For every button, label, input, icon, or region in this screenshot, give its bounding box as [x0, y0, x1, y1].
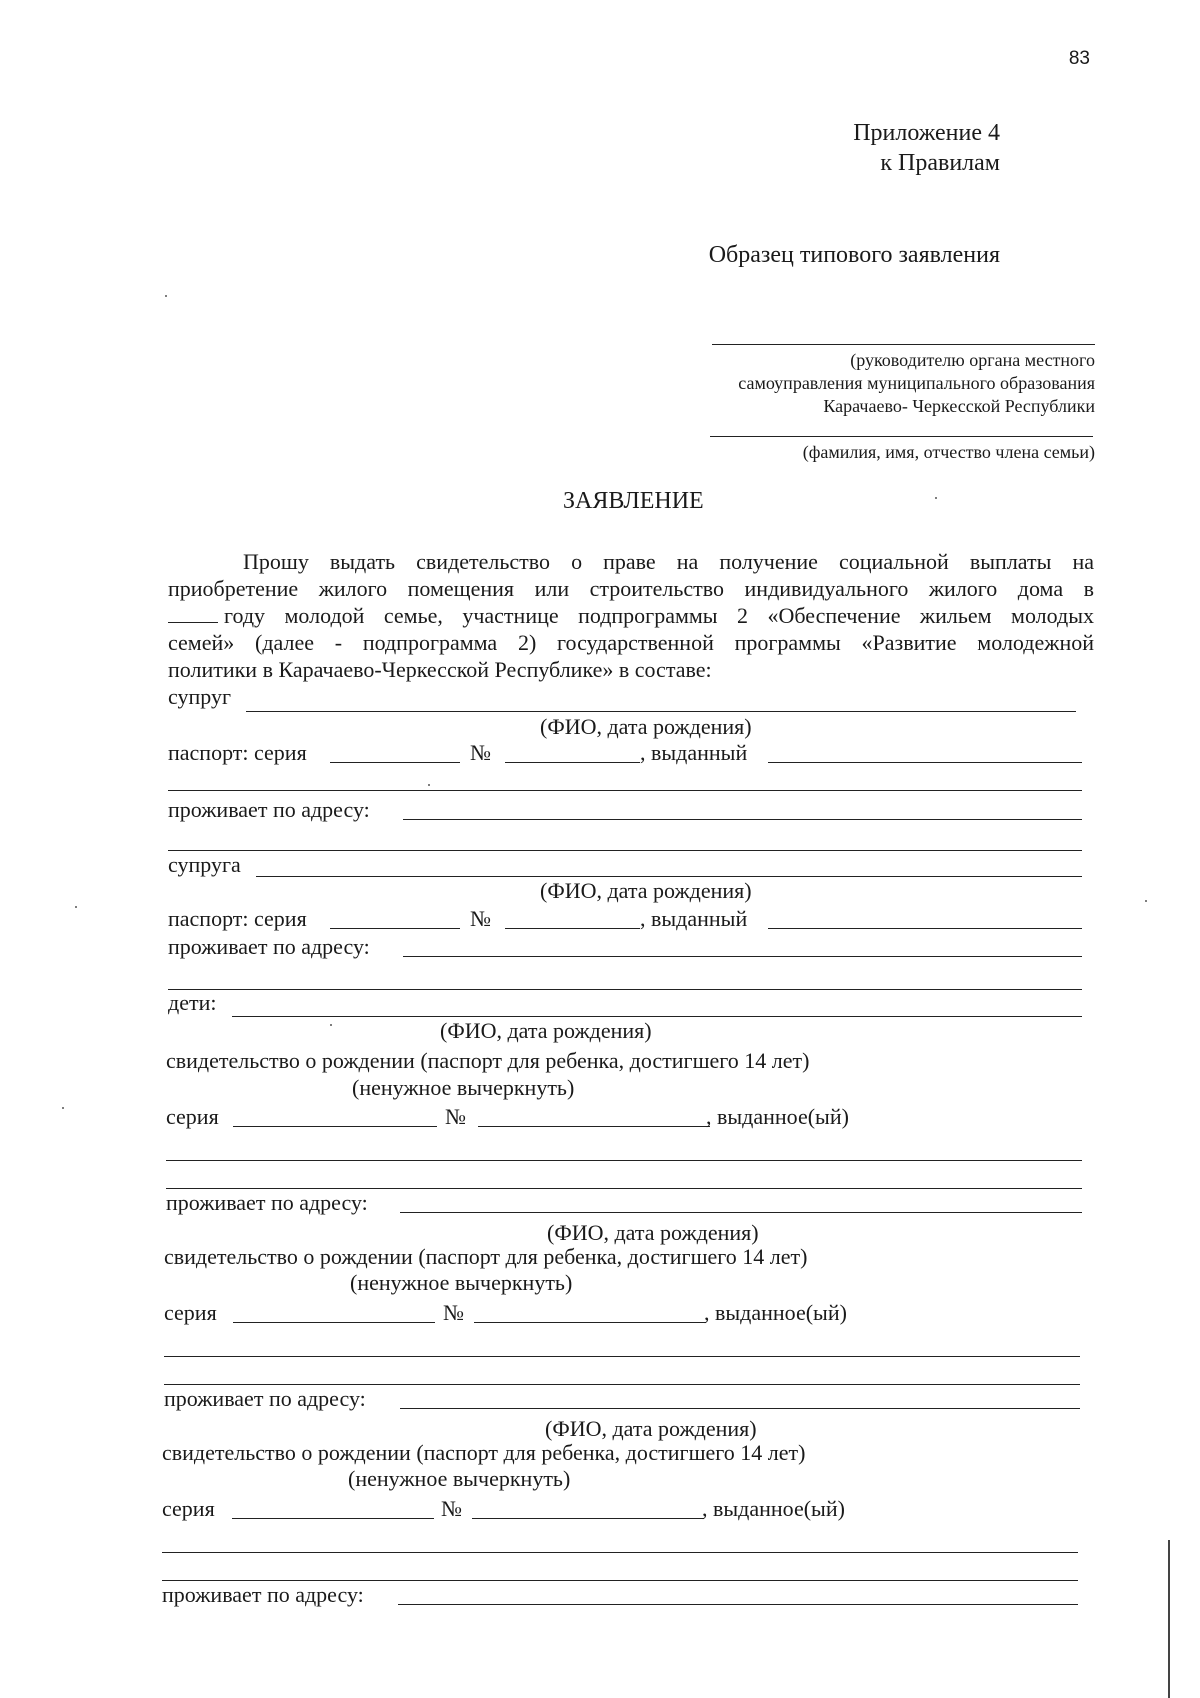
child1-series-field[interactable]	[233, 1126, 437, 1127]
child1-address-field[interactable]	[400, 1212, 1082, 1213]
child3-issued-continuation-1[interactable]	[162, 1552, 1078, 1553]
husband-address-continuation[interactable]	[168, 850, 1082, 851]
child1-birth-cert-label: свидетельство о рождении (паспорт для ребенка, достигшего 14 лет)	[166, 1048, 810, 1073]
request-line-1: Прошу выдать свидетельство о праве на получение социальной выплаты на	[243, 549, 1094, 574]
request-line-5: политики в Карачаево-Черкесской Республике» в составе:	[168, 657, 712, 682]
addressee-line-1: (руководителю органа местного	[850, 350, 1095, 370]
scan-speck	[1145, 900, 1147, 902]
child3-birth-cert-label: свидетельство о рождении (паспорт для ребенка, достигшего 14 лет)	[162, 1440, 806, 1465]
husband-address-field[interactable]	[403, 819, 1082, 820]
child2-number-sign: №	[443, 1300, 464, 1325]
child2-series-field[interactable]	[233, 1322, 435, 1323]
child3-cross-out-note: (ненужное вычеркнуть)	[348, 1466, 571, 1491]
wife-fio-field[interactable]	[256, 876, 1082, 877]
addressee-line-2: самоуправления муниципального образования	[738, 373, 1095, 393]
scan-speck	[935, 497, 937, 499]
husband-fio-field[interactable]	[246, 711, 1076, 712]
child3-issued-label: , выданное(ый)	[702, 1496, 845, 1521]
husband-address-label: проживает по адресу:	[168, 797, 370, 822]
child1-issued-continuation-2[interactable]	[166, 1188, 1082, 1189]
child2-cross-out-note: (ненужное вычеркнуть)	[350, 1270, 573, 1295]
wife-address-label: проживает по адресу:	[168, 934, 370, 959]
scan-speck	[75, 906, 77, 908]
child1-issued-label: , выданное(ый)	[706, 1104, 849, 1129]
scan-speck	[165, 295, 167, 297]
wife-passport-number-field[interactable]	[505, 928, 640, 929]
sample-title: Образец типового заявления	[708, 242, 1000, 268]
husband-passport-series-label: паспорт: серия	[168, 740, 307, 765]
wife-label: супруга	[168, 852, 241, 877]
husband-passport-number-field[interactable]	[505, 762, 640, 763]
child2-issued-continuation-2[interactable]	[164, 1384, 1080, 1385]
appendix-rules-label: к Правилам	[880, 150, 1000, 176]
child3-address-label: проживает по адресу:	[162, 1582, 364, 1607]
husband-passport-series-field[interactable]	[330, 762, 460, 763]
children-label: дети:	[168, 990, 217, 1015]
child2-address-field[interactable]	[400, 1408, 1080, 1409]
page-number: 83	[1068, 48, 1090, 69]
request-line-4: семей» (далее - подпрограмма 2) государственной программы «Развитие молодежной	[168, 630, 1094, 655]
child2-fio-caption: (ФИО, дата рождения)	[547, 1220, 759, 1245]
request-line-2: приобретение жилого помещения или строительство индивидуального жилого дома в	[168, 576, 1094, 601]
child2-number-field[interactable]	[474, 1322, 706, 1323]
addressee-line-3: Карачаево- Черкесской Республики	[823, 396, 1095, 416]
husband-issued-continuation[interactable]	[168, 790, 1082, 791]
child2-issued-continuation-1[interactable]	[164, 1356, 1080, 1357]
child2-birth-cert-label: свидетельство о рождении (паспорт для ребенка, достигшего 14 лет)	[164, 1244, 808, 1269]
wife-passport-number-sign: №	[470, 906, 491, 931]
request-line-3-text: году молодой семье, участнице подпрограммы 2 «Обеспечение жильем молодых	[224, 603, 1094, 628]
child3-number-sign: №	[441, 1496, 462, 1521]
scan-speck	[428, 784, 430, 786]
children-fio-field[interactable]	[232, 1016, 1082, 1017]
child3-fio-caption: (ФИО, дата рождения)	[545, 1416, 757, 1441]
family-member-caption: (фамилия, имя, отчество члена семьи)	[802, 442, 1095, 462]
addressee-blank-line[interactable]	[712, 344, 1095, 345]
document-title: ЗАЯВЛЕНИЕ	[563, 488, 704, 514]
request-paragraph	[168, 548, 1094, 683]
wife-issued-label: , выданный	[640, 906, 748, 931]
child1-address-label: проживает по адресу:	[166, 1190, 368, 1215]
child3-address-field[interactable]	[398, 1604, 1078, 1605]
wife-passport-series-label: паспорт: серия	[168, 906, 307, 931]
child2-series-label: серия	[164, 1300, 217, 1325]
husband-passport-number-sign: №	[470, 740, 491, 765]
child1-number-sign: №	[445, 1104, 466, 1129]
child1-fio-caption: (ФИО, дата рождения)	[440, 1018, 652, 1043]
child1-series-label: серия	[166, 1104, 219, 1129]
wife-address-field[interactable]	[403, 956, 1082, 957]
scan-speck	[330, 1024, 332, 1026]
husband-fio-caption: (ФИО, дата рождения)	[540, 714, 752, 739]
request-line-3	[168, 602, 1094, 629]
wife-issued-field[interactable]	[768, 928, 1082, 929]
year-blank[interactable]	[168, 604, 218, 623]
husband-issued-field[interactable]	[768, 762, 1082, 763]
wife-passport-series-field[interactable]	[330, 928, 460, 929]
child2-address-label: проживает по адресу:	[164, 1386, 366, 1411]
child2-issued-label: , выданное(ый)	[704, 1300, 847, 1325]
child1-number-field[interactable]	[478, 1126, 710, 1127]
appendix-label: Приложение 4	[853, 120, 1000, 146]
child3-series-field[interactable]	[232, 1518, 434, 1519]
husband-label: супруг	[168, 684, 231, 709]
family-member-blank-line[interactable]	[710, 436, 1093, 437]
scan-edge-mark	[1168, 1540, 1170, 1698]
child3-issued-continuation-2[interactable]	[162, 1580, 1078, 1581]
child1-cross-out-note: (ненужное вычеркнуть)	[352, 1075, 575, 1100]
wife-address-continuation[interactable]	[168, 989, 1082, 990]
child1-issued-continuation-1[interactable]	[166, 1160, 1082, 1161]
child3-series-label: серия	[162, 1496, 215, 1521]
child3-number-field[interactable]	[472, 1518, 704, 1519]
scan-speck	[62, 1107, 64, 1109]
husband-issued-label: , выданный	[640, 740, 748, 765]
wife-fio-caption: (ФИО, дата рождения)	[540, 878, 752, 903]
